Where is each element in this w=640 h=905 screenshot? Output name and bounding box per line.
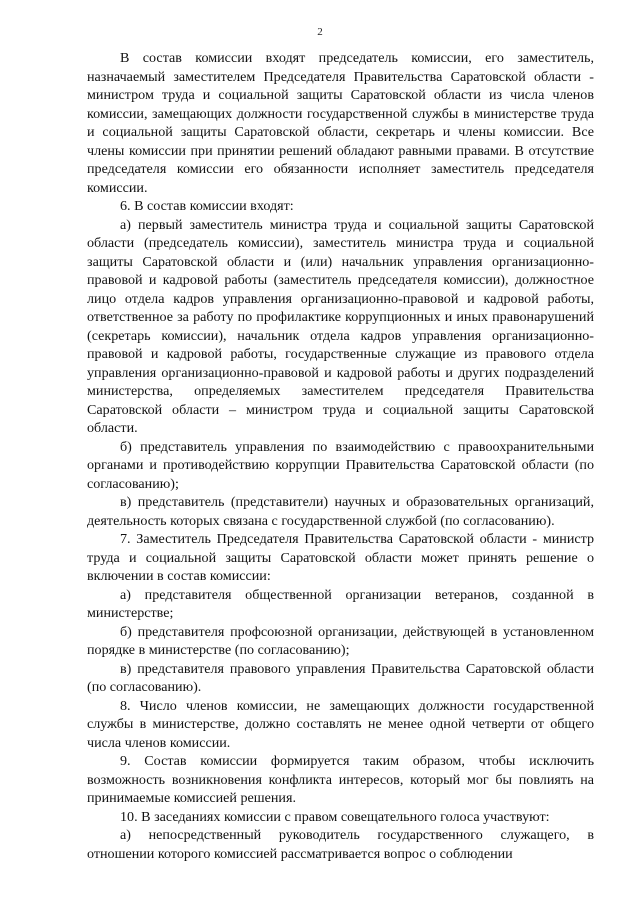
paragraph-commission-composition: В состав комиссии входят председатель комиссии, его заместитель, назначаемый заместителем Председателя Правительства Саратовской области - министром труда и социальной защиты Саратовской области из числа членов комиссии, замещающих должности государственной службы в министерстве труда и социальной защиты Саратовской области, секретарь и члены комиссии. Все члены комиссии при принятии решений обладают равными правами. В отсутствие председателя комиссии его обязанности исполняет заместитель председателя комиссии. [87,50,594,196]
paragraph-item-7b: б) представителя профсоюзной организации, действующей в установленном порядке в министерстве (по согласованию); [87,623,594,658]
page-number: 2 [317,26,323,38]
paragraph-item-6b: б) представитель управления по взаимодействию с правоохранительными органами и противодействию коррупции Правительства Саратовской области (по согласованию); [87,438,594,492]
paragraph-item-6v: в) представитель (представители) научных и образовательных организаций, деятельность которых связана с государственной службой (по согласованию). [87,494,594,529]
paragraph-item-9: 9. Состав комиссии формируется таким образом, чтобы исключить возможность возникновения конфликта интересов, который мог бы повлиять на принимаемые комиссией решения. [87,753,594,806]
paragraph-item-10a: а) непосредственный руководитель государственного служащего, в отношении которого комиссией рассматривается вопрос о соблюдении [87,827,594,862]
paragraph-item-7: 7. Заместитель Председателя Правительства Саратовской области - министр труда и социальной защиты Саратовской области может принять решение о включении в состав комиссии: [87,531,594,584]
paragraph-item-8: 8. Число членов комиссии, не замещающих должности государственной службы в министерстве, должно составлять не менее одной четверти от общего числа членов комиссии. [87,697,594,751]
paragraph-item-6: 6. В состав комиссии входят: [120,198,294,214]
paragraph-item-7v: в) представителя правового управления Правительства Саратовской области (по согласованию). [87,660,594,695]
paragraph-item-6a: а) первый заместитель министра труда и социальной защиты Саратовской области (председатель комиссии), заместитель министра труда и социальной защиты Саратовской области и (или) начальник управления организационно-правовой и кадровой работы (заместитель председателя комиссии), должностное лицо отдела кадров управления организационно-правовой и кадровой работы, ответственное за работу по профилактике коррупционных и иных правонарушений (секретарь комиссии), начальник отдела кадров управления организационно-правовой и кадровой работы, государственные служащие из правового отдела управления организационно-правовой и кадровой работы и других подразделений министерства, определяемых заместителем председателя Правительства Саратовской области – министром труда и социальной защиты Саратовской области. [87,216,594,436]
paragraph-item-10: 10. В заседаниях комиссии с правом совещательного голоса участвуют: [120,808,550,825]
paragraph-item-7a: а) представителя общественной организации ветеранов, созданной в министерстве; [87,586,594,621]
document-body [87,49,594,863]
